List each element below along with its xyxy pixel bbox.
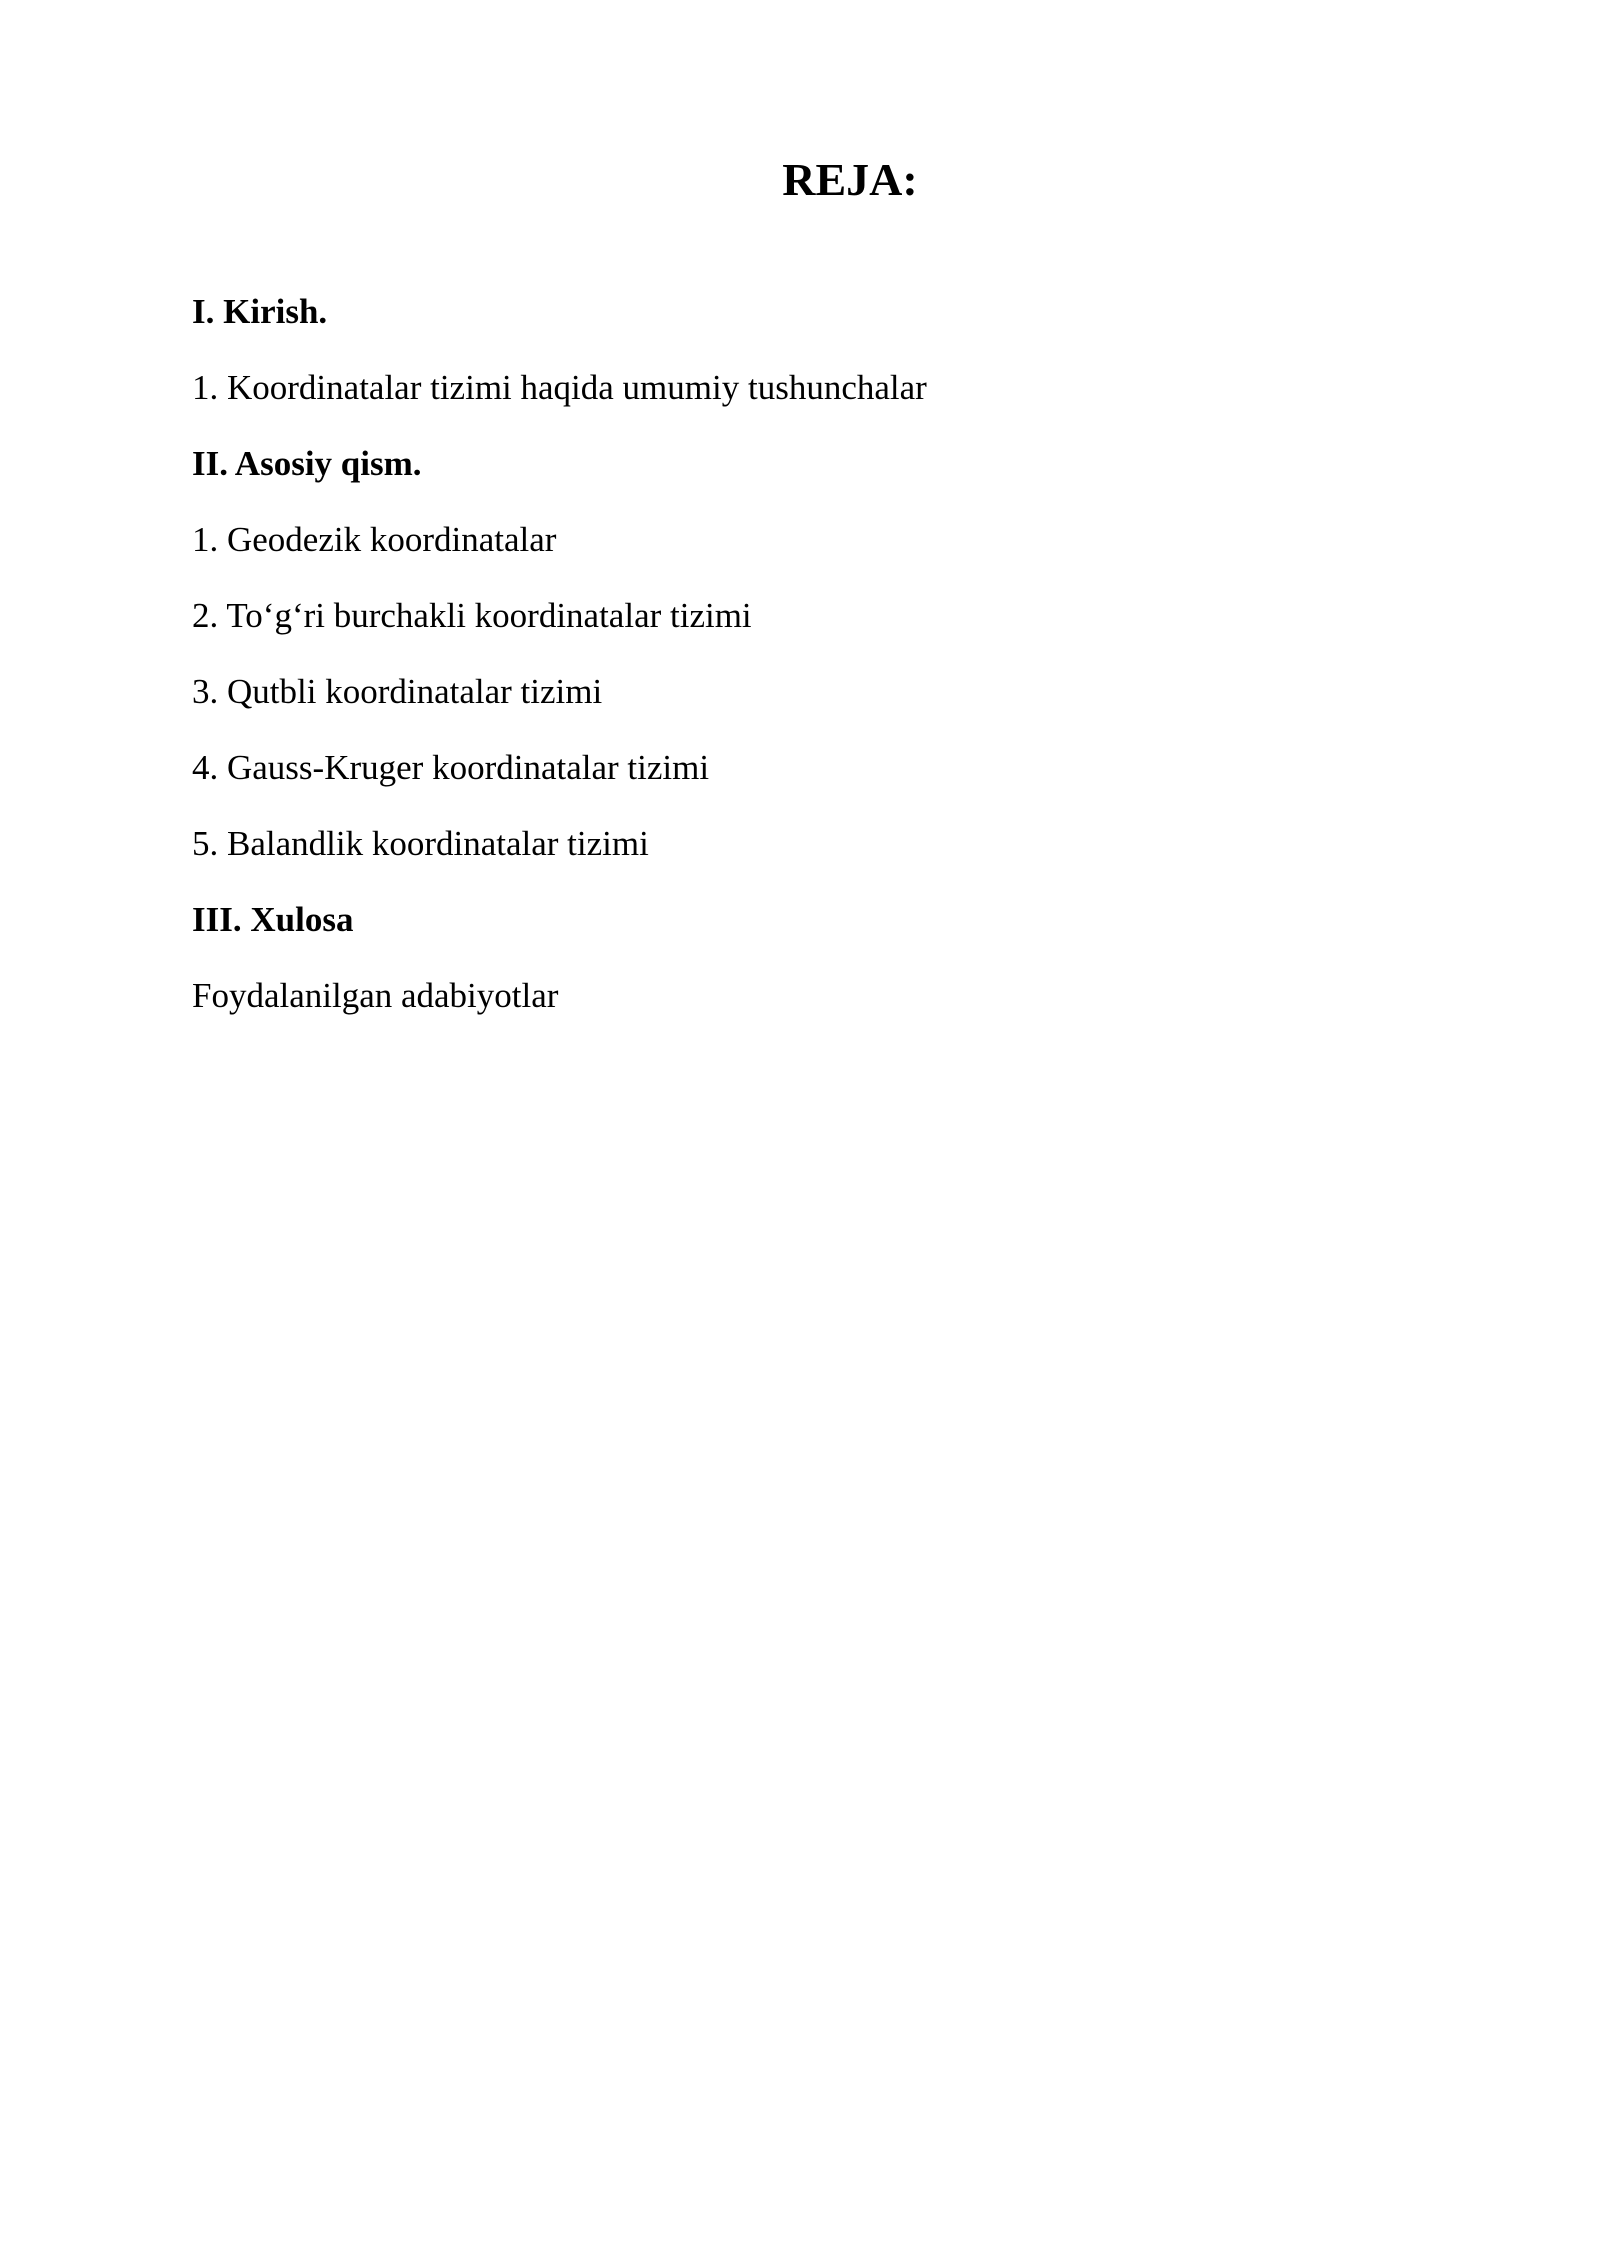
toc-item: 4. Gauss-Kruger koordinatalar tizimi bbox=[192, 748, 710, 787]
toc-item: 2. To‘g‘ri burchakli koordinatalar tizimi bbox=[192, 596, 752, 635]
toc-item: 3. Qutbli koordinatalar tizimi bbox=[192, 672, 603, 711]
page-title: REJA: bbox=[782, 154, 918, 205]
section-heading-main-part: II. Asosiy qism. bbox=[192, 444, 422, 483]
toc-item-references: Foydalanilgan adabiyotlar bbox=[192, 976, 559, 1015]
toc-item: 1. Geodezik koordinatalar bbox=[192, 520, 557, 559]
table-of-contents bbox=[192, 292, 1492, 1052]
section-heading-conclusion: III. Xulosa bbox=[192, 900, 354, 939]
section-heading-introduction: I. Kirish. bbox=[192, 292, 328, 331]
toc-item: 5. Balandlik koordinatalar tizimi bbox=[192, 824, 649, 863]
toc-item: 1. Koordinatalar tizimi haqida umumiy tushunchalar bbox=[192, 368, 927, 407]
